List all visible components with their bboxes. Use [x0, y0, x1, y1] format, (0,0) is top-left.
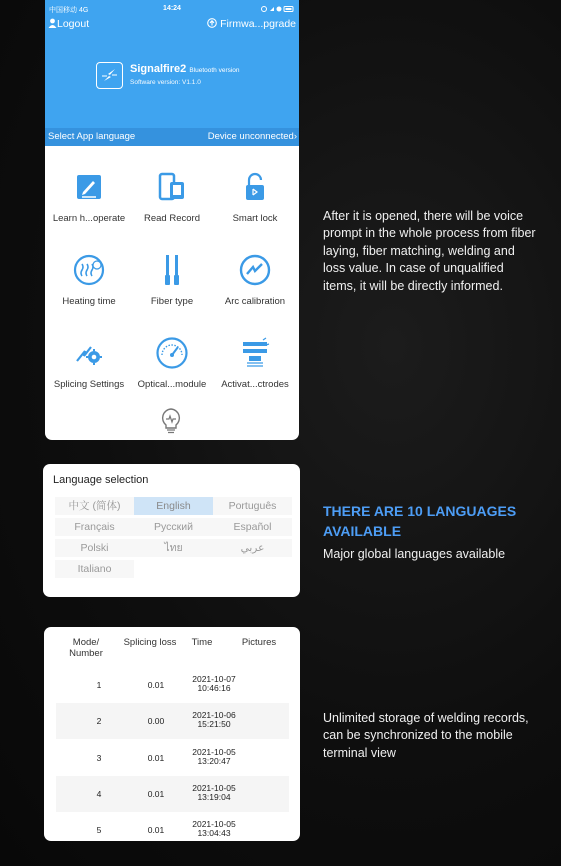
row-loss: 0.01: [147, 753, 165, 763]
splicing-settings-icon: [72, 336, 106, 370]
language-option[interactable]: Polski: [55, 539, 134, 557]
bulb-icon[interactable]: [159, 407, 183, 440]
table-row[interactable]: [56, 667, 289, 703]
menu-item-heating-time[interactable]: [47, 253, 131, 307]
activate-electrodes-icon: [238, 336, 272, 370]
app-name-text: Signalfire2: [130, 63, 187, 75]
menu-item-fiber-type[interactable]: [130, 253, 214, 307]
row-time: 13:19:04: [197, 792, 231, 802]
languages-subtitle: Major global languages available: [323, 547, 506, 561]
row-number: 5: [96, 825, 102, 835]
row-loss: 0.00: [147, 716, 165, 726]
optical-module-icon: [155, 336, 189, 370]
language-option[interactable]: ไทย: [134, 539, 213, 557]
table-row[interactable]: [56, 776, 289, 812]
app-subtitle: Bluetooth version: [189, 67, 240, 74]
app-name: [130, 63, 240, 75]
row-date: 2021-10-05: [192, 819, 236, 829]
language-option-selected[interactable]: English: [134, 497, 213, 515]
language-option[interactable]: Français: [55, 518, 134, 536]
column-header-number: Mode/ Number: [69, 637, 103, 659]
column-header-loss: Splicing loss: [123, 637, 177, 648]
chevron-right-icon: ›: [293, 131, 297, 142]
menu-item-splicing-settings[interactable]: [47, 336, 131, 390]
language-bar: [45, 128, 299, 146]
language-selection-panel: [43, 464, 300, 597]
menu-label: Heating time: [62, 296, 116, 307]
device-status-text: Device unconnected: [207, 131, 294, 142]
menu-label: Smart lock: [232, 213, 278, 224]
menu-label: Learn h...operate: [52, 213, 126, 224]
menu-label: Optical...module: [137, 379, 207, 390]
status-bar: [49, 5, 295, 15]
menu-label: Read Record: [144, 213, 200, 224]
row-time: 15:21:50: [197, 719, 231, 729]
menu-label: Activat...ctrodes: [221, 379, 289, 390]
table-row[interactable]: [56, 813, 289, 841]
language-option[interactable]: Русский: [134, 518, 213, 536]
column-header-pictures: Pictures: [241, 637, 277, 648]
menu-label: Splicing Settings: [53, 379, 125, 390]
fiber-type-icon: [155, 253, 189, 287]
smart-lock-icon: [238, 170, 272, 204]
logout-button[interactable]: [48, 18, 89, 30]
row-date: 2021-10-05: [192, 747, 236, 757]
app-header: [45, 0, 299, 146]
firmware-upgrade-button[interactable]: [207, 18, 296, 30]
row-number: 2: [96, 716, 102, 726]
menu-label: Fiber type: [150, 296, 194, 307]
learn-icon: [72, 170, 106, 204]
menu-label: Arc calibration: [224, 296, 286, 307]
user-icon: [48, 18, 57, 28]
menu-item-arc-calibration[interactable]: [213, 253, 297, 307]
storage-description: Unlimited storage of welding records, can be synchronized to the mobile terminal view: [323, 711, 529, 760]
row-loss: 0.01: [147, 789, 165, 799]
records-panel: [44, 627, 300, 841]
row-loss: 0.01: [147, 825, 165, 835]
read-record-icon: [155, 170, 189, 204]
software-version: Software version: V1.1.0: [130, 79, 201, 86]
carrier-label: 中国移动 4G: [49, 7, 89, 14]
heating-time-icon: [72, 253, 106, 287]
column-header-time: Time: [191, 637, 213, 648]
status-time: 14:24: [163, 5, 181, 12]
language-option[interactable]: 中文 (简体): [55, 497, 134, 515]
menu-item-read-record[interactable]: [130, 170, 214, 224]
menu-item-learn[interactable]: [47, 170, 131, 224]
upload-icon: [207, 18, 217, 28]
app-home-screen: [45, 0, 299, 440]
row-date: 2021-10-06: [192, 710, 236, 720]
logout-label: Logout: [57, 18, 90, 30]
arc-calibration-icon: [238, 253, 272, 287]
row-date: 2021-10-05: [192, 783, 236, 793]
row-loss: 0.01: [147, 680, 165, 690]
language-selection-title: Language selection: [53, 474, 149, 486]
firmware-label: Firmwa...pgrade: [220, 18, 296, 30]
status-icons: [261, 5, 295, 15]
app-logo: [96, 62, 123, 89]
row-number: 4: [96, 789, 102, 799]
row-number: 1: [96, 680, 102, 690]
select-language-button[interactable]: Select App language: [48, 131, 136, 142]
device-status-button[interactable]: [208, 131, 297, 142]
languages-heading: THERE ARE 10 LANGUAGES AVAILABLE: [323, 503, 517, 539]
language-option[interactable]: عربي: [213, 539, 292, 557]
language-option[interactable]: Português: [213, 497, 292, 515]
row-time: 13:20:47: [197, 756, 231, 766]
row-time: 13:04:43: [197, 828, 231, 838]
battery-icon: [261, 5, 295, 13]
menu-item-smart-lock[interactable]: [213, 170, 297, 224]
row-number: 3: [96, 753, 102, 763]
table-row[interactable]: [56, 703, 289, 739]
language-option[interactable]: Italiano: [55, 560, 134, 578]
voice-prompt-description: After it is opened, there will be voice prompt in the whole process from fiber laying, fiber matching, welding and loss value. In case of unqualified items, it will be directly informed.: [323, 209, 536, 293]
language-option[interactable]: Español: [213, 518, 292, 536]
menu-item-activate-electrodes[interactable]: [213, 336, 297, 390]
table-row[interactable]: [56, 740, 289, 776]
menu-item-optical-module[interactable]: [130, 336, 214, 390]
lightning-logo-icon: [97, 63, 122, 88]
row-date: 2021-10-07: [192, 674, 236, 684]
row-time: 10:46:16: [197, 683, 231, 693]
